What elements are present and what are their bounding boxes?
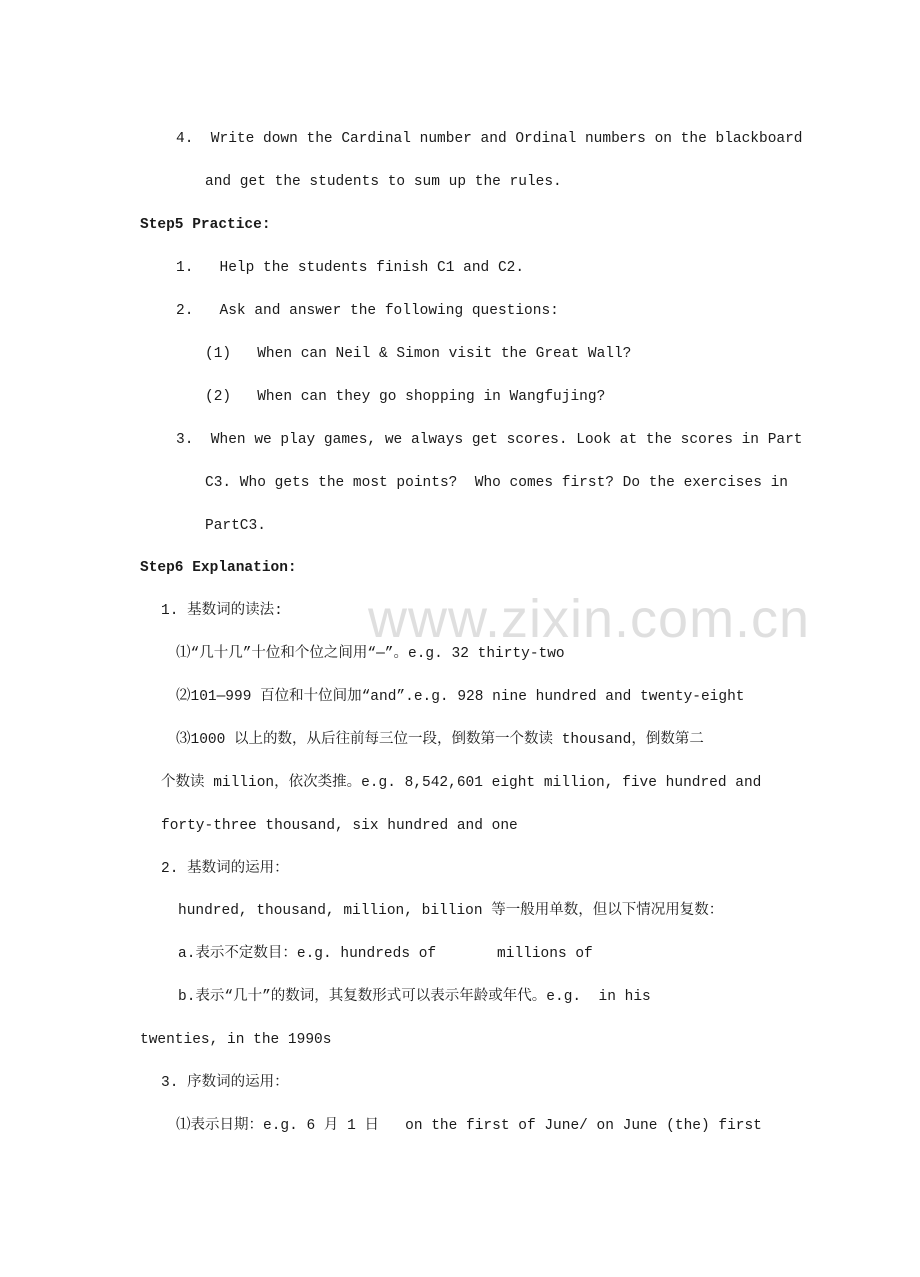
step5-item-1: 1. Help the students finish C1 and C2.	[176, 260, 525, 276]
section-1-rule-3-line2: 个数读 million，依次类推。e.g. 8,542,601 eight million, five hundred and	[161, 775, 762, 791]
heading-step5: Step5 Practice:	[140, 217, 271, 233]
section-2-item-a: a.表示不定数目：e.g. hundreds of millions of	[178, 946, 593, 962]
step4-item-4-line1: 4. Write down the Cardinal number and Ordinal numbers on the blackboard	[176, 131, 803, 147]
section-1-rule-2: ⑵101—999 百位和十位间加“and”.e.g. 928 nine hundred and twenty-eight	[176, 689, 745, 705]
step5-question-1: (1) When can Neil & Simon visit the Great Wall?	[205, 346, 632, 362]
step5-item-3-line2: C3. Who gets the most points? Who comes first? Do the exercises in	[205, 475, 788, 491]
step5-item-3-line3: PartC3.	[205, 518, 266, 534]
heading-step6: Step6 Explanation:	[140, 560, 297, 576]
section-2-title: 2. 基数词的运用：	[161, 861, 289, 877]
step5-item-2: 2. Ask and answer the following questions:	[176, 303, 559, 319]
section-1-rule-1: ⑴“几十几”十位和个位之间用“—”。e.g. 32 thirty-two	[176, 646, 565, 662]
section-1-rule-3-line1: ⑶1000 以上的数，从后往前每三位一段，倒数第一个数读 thousand，倒数第二	[176, 732, 704, 748]
step5-item-3-line1: 3. When we play games, we always get scores. Look at the scores in Part	[176, 432, 803, 448]
section-2-item-b-line2: twenties, in the 1990s	[140, 1032, 332, 1048]
section-2-intro: hundred, thousand, million, billion 等一般用单数，但以下情况用复数：	[178, 903, 724, 919]
step4-item-4-line2: and get the students to sum up the rules.	[205, 174, 562, 190]
section-2-item-b-line1: b.表示“几十”的数词，其复数形式可以表示年龄或年代。e.g. in his	[178, 989, 651, 1005]
section-1-title: 1. 基数词的读法:	[161, 603, 283, 619]
section-3-title: 3. 序数词的运用：	[161, 1075, 289, 1091]
section-1-rule-3-line3: forty-three thousand, six hundred and one	[161, 818, 518, 834]
section-3-rule-1: ⑴表示日期：e.g. 6 月 1 日 on the first of June/ on June (the) first	[176, 1118, 762, 1134]
watermark: www.zixin.com.cn	[368, 589, 811, 649]
step5-question-2: (2) When can they go shopping in Wangfujing?	[205, 389, 606, 405]
